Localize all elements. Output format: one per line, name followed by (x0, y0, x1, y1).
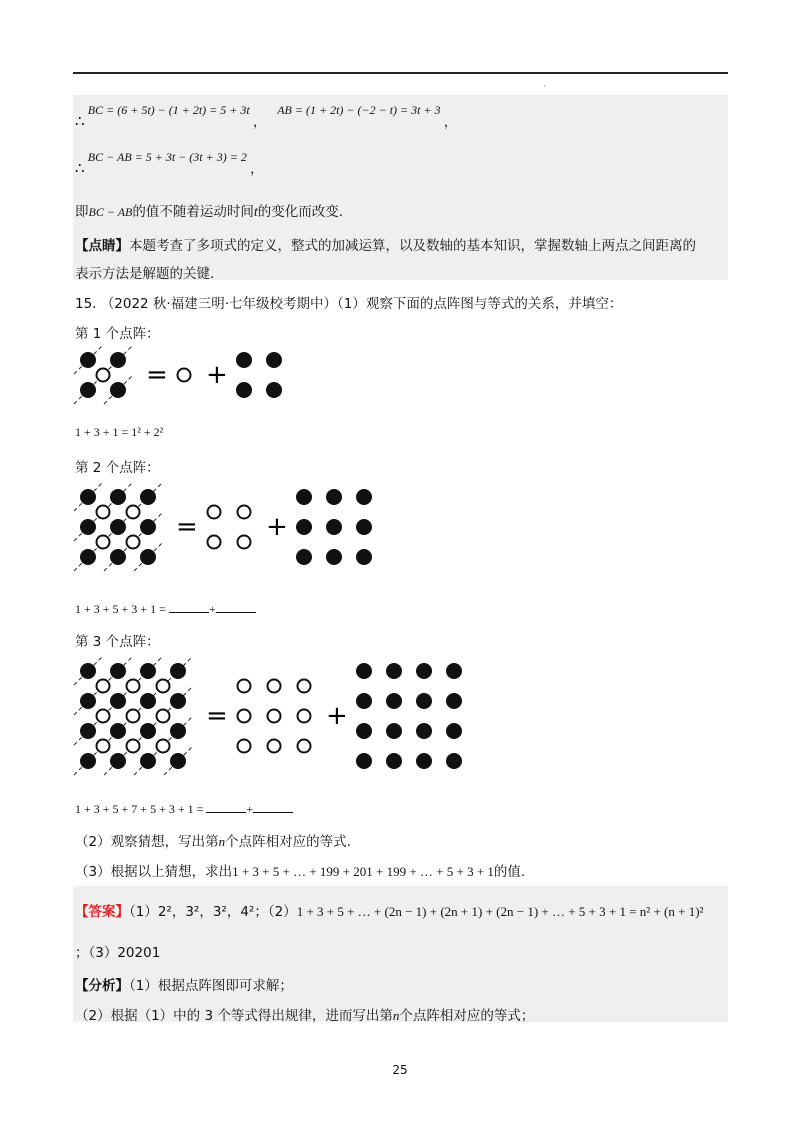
hollow-dot (97, 536, 110, 549)
lattice-3-figure (70, 661, 470, 781)
lattice-2-label: 第 2 个点阵： (75, 460, 160, 476)
hollow-dot (127, 680, 140, 693)
filled-dot (326, 489, 342, 505)
filled-dot (140, 519, 156, 535)
filled-dot (140, 489, 156, 505)
plus-sign: + (266, 512, 288, 542)
hollow-dot (97, 680, 110, 693)
filled-dot (80, 519, 96, 535)
filled-dot (356, 753, 372, 769)
filled-dot (296, 489, 312, 505)
blank-3b[interactable] (253, 800, 293, 813)
hollow-dot (208, 536, 221, 549)
blank-3a[interactable] (206, 800, 246, 813)
corner-mark: · (543, 82, 546, 92)
filled-dot (80, 489, 96, 505)
lattice-3-label: 第 3 个点阵： (75, 634, 160, 650)
filled-dot (356, 723, 372, 739)
lattice-3-equation: 1 + 3 + 5 + 7 + 5 + 3 + 1 = + (75, 800, 293, 817)
filled-dot (170, 723, 186, 739)
filled-dot (446, 753, 462, 769)
filled-dot (356, 693, 372, 709)
analysis-2: （2）根据（1）中的 3 个等式得出规律，进而写出第n个点阵相对应的等式； (75, 1008, 535, 1024)
filled-dot (110, 519, 126, 535)
filled-dot (386, 753, 402, 769)
filled-dot (110, 753, 126, 769)
hollow-dot (97, 740, 110, 753)
analysis-1: 【分析】（1）根据点阵图即可求解； (75, 978, 293, 994)
solution-line-2: ∴ BC − AB = 5 + 3t − (3t + 3) = 2 ， (75, 150, 264, 177)
filled-dot (140, 723, 156, 739)
filled-dot (80, 549, 96, 565)
filled-dot (80, 753, 96, 769)
hollow-dot (268, 680, 281, 693)
filled-dot (386, 663, 402, 679)
equals-sign: = (146, 360, 168, 390)
hollow-dot (268, 710, 281, 723)
solution-conclusion: 即BC − AB的值不随着运动时间t的变化而改变. (75, 204, 344, 220)
filled-dot (416, 753, 432, 769)
filled-dot (110, 723, 126, 739)
answer-part-3: ；（3）20201 (75, 945, 161, 961)
hollow-dot (127, 740, 140, 753)
part-2: （2）观察猜想，写出第n个点阵相对应的等式. (75, 834, 351, 850)
filled-dot (266, 382, 282, 398)
filled-dot (80, 352, 96, 368)
hollow-dot (97, 506, 110, 519)
filled-dot (110, 352, 126, 368)
filled-dot (140, 753, 156, 769)
filled-dot (80, 723, 96, 739)
equals-sign: = (206, 701, 228, 731)
filled-dot (446, 723, 462, 739)
filled-dot (326, 549, 342, 565)
filled-dot (296, 549, 312, 565)
filled-dot (110, 663, 126, 679)
hollow-dot (238, 710, 251, 723)
hollow-dot (238, 740, 251, 753)
hollow-dot (97, 369, 110, 382)
hollow-dot (157, 680, 170, 693)
filled-dot (140, 663, 156, 679)
hollow-dot (97, 710, 110, 723)
filled-dot (356, 663, 372, 679)
part-3: （3）根据以上猜想，求出1 + 3 + 5 + … + 199 + 201 + 199 + … + 5 + 3 + 1的值. (75, 864, 526, 880)
lattice-1-label: 第 1 个点阵： (75, 326, 160, 342)
question-header: 15. （2022 秋·福建三明·七年级校考期中）（1）观察下面的点阵图与等式的关系，并填空： (75, 296, 623, 312)
filled-dot (386, 723, 402, 739)
plus-sign: + (326, 701, 348, 731)
filled-dot (386, 693, 402, 709)
filled-dot (446, 693, 462, 709)
hollow-dot (127, 710, 140, 723)
blank-2b[interactable] (216, 600, 256, 613)
filled-dot (356, 489, 372, 505)
hollow-dot (238, 506, 251, 519)
hollow-dot (238, 536, 251, 549)
hollow-dot (178, 369, 191, 382)
hollow-dot (268, 740, 281, 753)
hollow-dot (298, 740, 311, 753)
plus-sign: + (206, 360, 228, 390)
filled-dot (110, 549, 126, 565)
page-number: 25 (392, 1063, 408, 1077)
filled-dot (266, 352, 282, 368)
lattice-1-figure (70, 350, 260, 400)
filled-dot (80, 663, 96, 679)
review-note: 【点睛】本题考查了多项式的定义，整式的加减运算，以及数轴的基本知识，掌握数轴上两点之间距离的 表示方法是解题的关键. (75, 238, 696, 282)
filled-dot (416, 693, 432, 709)
hollow-dot (157, 710, 170, 723)
filled-dot (236, 352, 252, 368)
filled-dot (170, 663, 186, 679)
solution-line-1: ∴ BC = (6 + 5t) − (1 + 2t) = 5 + 3t ， AB = (1 + 2t) − (−2 − t) = 3t + 3 ， (75, 103, 457, 130)
filled-dot (416, 663, 432, 679)
blank-2a[interactable] (169, 600, 209, 613)
hollow-dot (208, 506, 221, 519)
filled-dot (110, 489, 126, 505)
lattice-2-figure (70, 487, 370, 567)
hollow-dot (238, 680, 251, 693)
filled-dot (170, 753, 186, 769)
filled-dot (296, 519, 312, 535)
filled-dot (236, 382, 252, 398)
lattice-2-equation: 1 + 3 + 5 + 3 + 1 = + (75, 600, 256, 617)
hollow-dot (298, 680, 311, 693)
filled-dot (356, 549, 372, 565)
filled-dot (326, 519, 342, 535)
filled-dot (110, 382, 126, 398)
lattice-1-equation: 1 + 3 + 1 = 1² + 2² (75, 425, 164, 439)
filled-dot (110, 693, 126, 709)
filled-dot (80, 382, 96, 398)
filled-dot (416, 723, 432, 739)
hollow-dot (157, 740, 170, 753)
filled-dot (446, 663, 462, 679)
hollow-dot (298, 710, 311, 723)
hollow-dot (127, 536, 140, 549)
hollow-dot (127, 506, 140, 519)
filled-dot (140, 549, 156, 565)
filled-dot (80, 693, 96, 709)
equals-sign: = (176, 512, 198, 542)
header-rule (73, 72, 728, 74)
filled-dot (356, 519, 372, 535)
answer-line: 【答案】（1）2²，3²，3²，4²；（2）1 + 3 + 5 + … + (2n − 1) + (2n + 1) + (2n − 1) + … + 5 + 3 + 1 = n² + (n + 1)² (75, 904, 704, 920)
filled-dot (170, 693, 186, 709)
filled-dot (140, 693, 156, 709)
